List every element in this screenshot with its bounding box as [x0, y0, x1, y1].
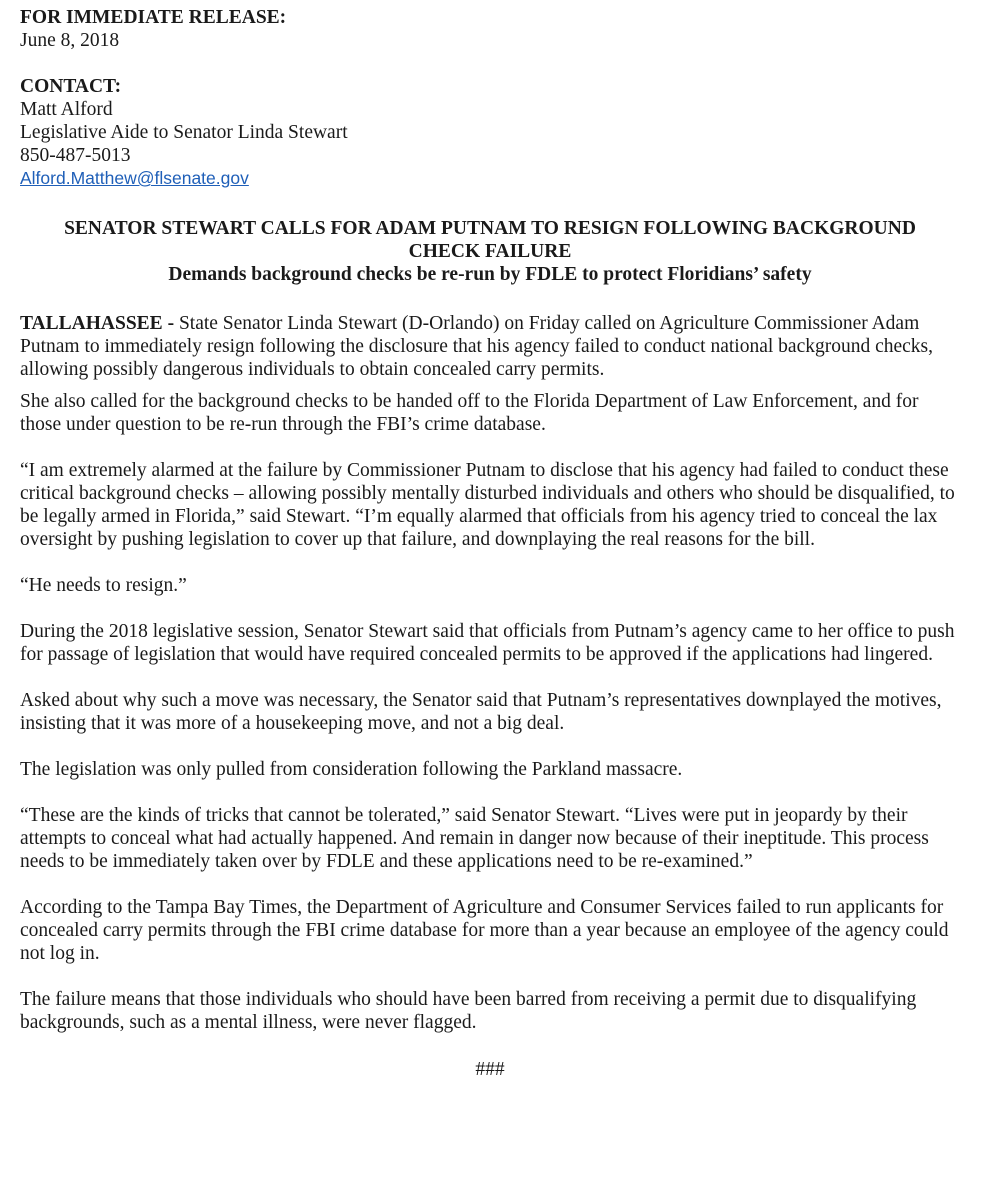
release-label: FOR IMMEDIATE RELEASE:: [20, 7, 287, 28]
body-paragraph: The failure means that those individuals who should have been barred from receiving a permit due to disqualifying backgrounds, such as a mental illness, were never flagged.: [20, 989, 917, 1033]
spacer: [20, 52, 960, 75]
subheadline: Demands background checks be re-run by FDLE to protect Floridians’ safety: [168, 264, 812, 285]
body-paragraph: “He needs to resign.”: [20, 575, 187, 596]
headline: SENATOR STEWART CALLS FOR ADAM PUTNAM TO RESIGN FOLLOWING BACKGROUND CHECK FAILURE: [64, 218, 916, 262]
lead-paragraph: [20, 312, 960, 381]
dateline: TALLAHASSEE -: [20, 313, 175, 334]
body-paragraph: “I am extremely alarmed at the failure by Commissioner Putnam to disclose that his agency had failed to conduct these critical background checks – allowing possibly mentally disturbed individuals and others who should be disqualified, to be legally armed in Florida,” said Stewart. “I’m equally alarmed that officials from his agency tried to conceal the lax oversight by pushing legislation to cover up that failure, and downplaying the real reasons for the bill.: [20, 460, 955, 550]
end-mark: ###: [475, 1059, 505, 1080]
press-release-document: [20, 6, 960, 1081]
contact-name: Matt Alford: [20, 99, 113, 120]
body-paragraph: She also called for the background checks to be handed off to the Florida Department of Law Enforcement, and for those under question to be re-run through the FBI’s crime database.: [20, 391, 919, 435]
contact-label: CONTACT:: [20, 76, 122, 97]
contact-email-link[interactable]: Alford.Matthew@flsenate.gov: [20, 168, 249, 188]
body-paragraph: Asked about why such a move was necessary, the Senator said that Putnam’s representatives downplayed the motives, insisting that it was more of a housekeeping move, and not a big deal.: [20, 690, 942, 734]
release-date: June 8, 2018: [20, 30, 120, 51]
body-paragraph: During the 2018 legislative session, Senator Stewart said that officials from Putnam’s agency came to her office to push for passage of legislation that would have required concealed permits to be approved if the applications had lingered.: [20, 621, 955, 665]
contact-title: Legislative Aide to Senator Linda Stewart: [20, 122, 348, 143]
body-paragraph: The legislation was only pulled from consideration following the Parkland massacre.: [20, 759, 683, 780]
contact-phone: 850-487-5013: [20, 145, 131, 166]
body-paragraph: According to the Tampa Bay Times, the Department of Agriculture and Consumer Services failed to run applicants for concealed carry permits through the FBI crime database for more than a year because an employee of the agency could not log in.: [20, 897, 949, 964]
body-paragraph: “These are the kinds of tricks that cannot be tolerated,” said Senator Stewart. “Lives were put in jeopardy by their attempts to conceal what had actually happened. And remain in danger now because of their ineptitude. This process needs to be immediately taken over by FDLE and these applications need to be re-examined.”: [20, 805, 929, 872]
lead-text: State Senator Linda Stewart (D-Orlando) on Friday called on Agriculture Commissioner Adam Putnam to immediately resign following the disclosure that his agency failed to conduct national background checks, allowing possibly dangerous individuals to obtain concealed carry permits.: [20, 313, 934, 380]
